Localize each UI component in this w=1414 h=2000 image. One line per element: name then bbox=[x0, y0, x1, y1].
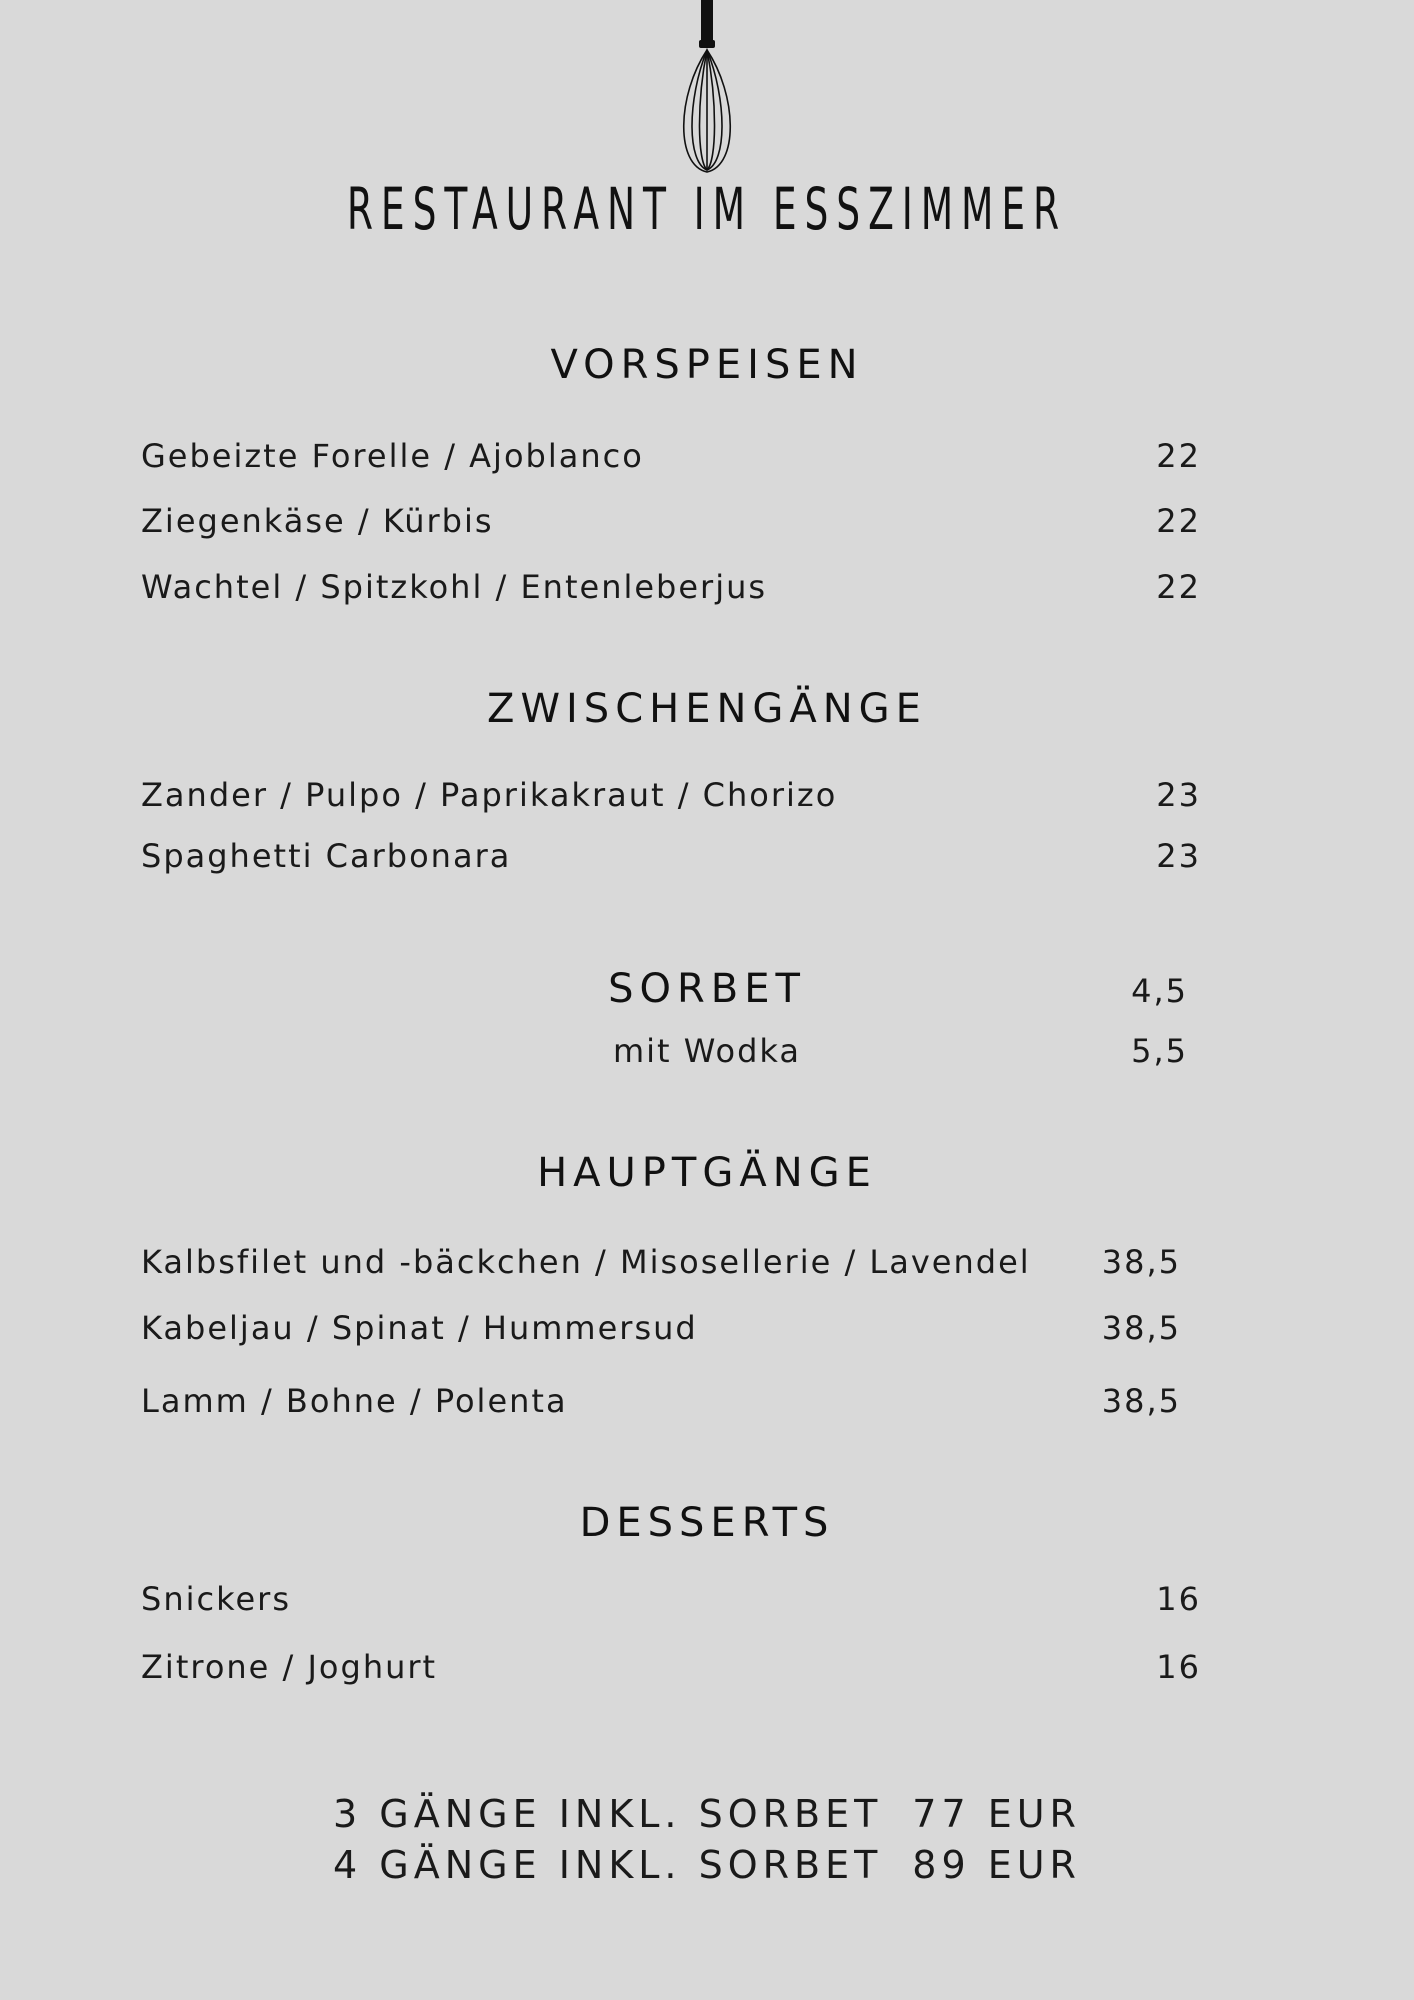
item-name: Kalbsfilet und -bäckchen / Misosellerie / Lavendel bbox=[141, 1243, 1031, 1281]
item-price: 16 bbox=[1156, 1648, 1201, 1686]
menu-item bbox=[141, 1580, 1201, 1624]
item-price: 16 bbox=[1156, 1580, 1201, 1618]
menu-offer-price: 89 EUR bbox=[912, 1843, 1081, 1887]
item-name: Zander / Pulpo / Paprikakraut / Chorizo bbox=[141, 776, 838, 814]
item-price: 38,5 bbox=[1101, 1382, 1181, 1420]
menu-item bbox=[141, 502, 1201, 546]
section-title-desserts: DESSERTS bbox=[579, 1500, 835, 1546]
sorbet-sub-price: 5,5 bbox=[1131, 1032, 1188, 1070]
menu-offer-label: 3 GÄNGE INKL. SORBET bbox=[333, 1792, 883, 1836]
item-name: Kabeljau / Spinat / Hummersud bbox=[141, 1309, 698, 1347]
section-title-sorbet: SORBET bbox=[608, 966, 806, 1012]
item-name: Zitrone / Joghurt bbox=[141, 1648, 438, 1686]
item-name: Snickers bbox=[141, 1580, 291, 1618]
menu-item bbox=[141, 1382, 1201, 1426]
sorbet-price: 4,5 bbox=[1131, 972, 1188, 1010]
menu-offer-price: 77 EUR bbox=[912, 1792, 1081, 1836]
menu-item bbox=[141, 1648, 1201, 1692]
menu-item bbox=[141, 1243, 1201, 1287]
menu-item bbox=[141, 437, 1201, 481]
section-title-mains: HAUPTGÄNGE bbox=[537, 1150, 877, 1196]
item-name: Gebeizte Forelle / Ajoblanco bbox=[141, 437, 644, 475]
restaurant-title: RESTAURANT IM ESSZIMMER bbox=[346, 175, 1068, 243]
menu-item bbox=[141, 1309, 1201, 1353]
sorbet-sub-label: mit Wodka bbox=[612, 1032, 801, 1070]
section-title-starters: VORSPEISEN bbox=[550, 342, 864, 388]
item-name: Ziegenkäse / Kürbis bbox=[141, 502, 494, 540]
menu-offer bbox=[0, 1843, 1414, 1887]
item-price: 23 bbox=[1156, 837, 1201, 875]
item-name: Wachtel / Spitzkohl / Entenleberjus bbox=[141, 568, 768, 606]
item-price: 22 bbox=[1156, 437, 1201, 475]
menu-item bbox=[141, 837, 1201, 881]
item-price: 38,5 bbox=[1101, 1309, 1181, 1347]
item-name: Lamm / Bohne / Polenta bbox=[141, 1382, 568, 1420]
menu-offer-label: 4 GÄNGE INKL. SORBET bbox=[333, 1843, 883, 1887]
item-price: 22 bbox=[1156, 502, 1201, 540]
section-title-intermediate: ZWISCHENGÄNGE bbox=[487, 686, 927, 732]
menu-item bbox=[141, 776, 1201, 820]
menu-item bbox=[141, 568, 1201, 612]
menu-offer bbox=[0, 1792, 1414, 1836]
item-price: 23 bbox=[1156, 776, 1201, 814]
item-price: 22 bbox=[1156, 568, 1201, 606]
item-price: 38,5 bbox=[1101, 1243, 1181, 1281]
whisk-icon bbox=[657, 0, 757, 180]
item-name: Spaghetti Carbonara bbox=[141, 837, 512, 875]
